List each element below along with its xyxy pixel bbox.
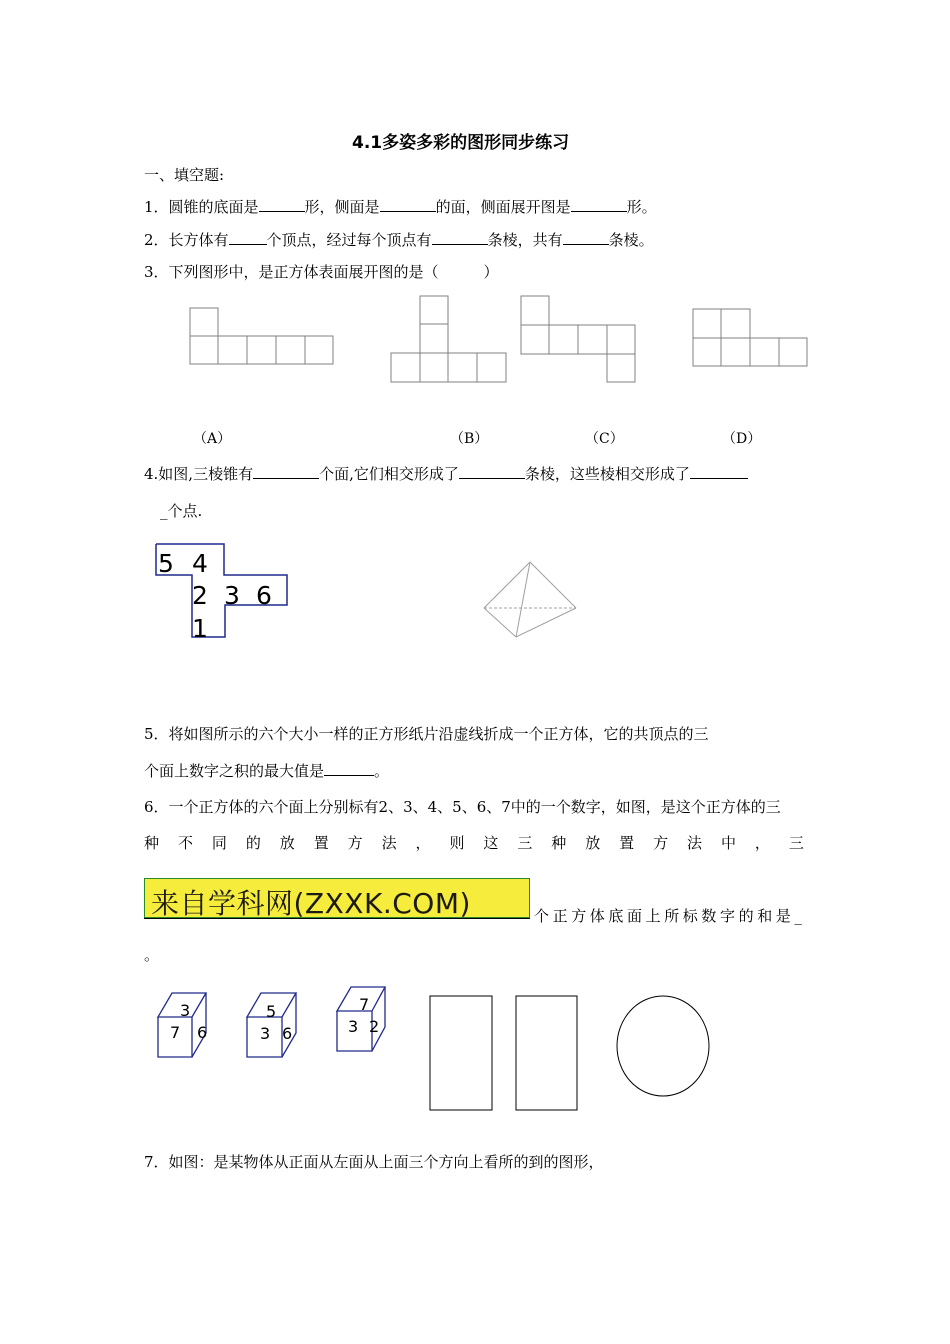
three-views-figure xyxy=(420,985,720,1115)
left-view-rectangle xyxy=(516,996,577,1110)
option-a-label: （A） xyxy=(193,431,232,447)
net-number: 2 xyxy=(192,581,208,610)
question-7: 7．如图：是某物体从正面从左面从上面三个方向上看所的到的图形， xyxy=(144,1153,604,1171)
front-view-rectangle xyxy=(430,996,492,1110)
question-1: 1．圆锥的底面是 形，侧面是 的面，侧面展开图是 形。 xyxy=(144,198,657,216)
cube-face-number: 2 xyxy=(369,1017,380,1036)
question-4-line-2: _个点. xyxy=(160,502,203,520)
question-4-line-1: 4.如图,三棱锥有 个面,它们相交形成了 条棱，这些棱相交形成了 xyxy=(144,463,748,484)
net-option-c xyxy=(521,296,635,382)
net-number: 3 xyxy=(224,581,240,610)
cube-face-number: 7 xyxy=(170,1023,181,1042)
question-6-line-2: 种 不 同 的 放 置 方 法 ， 则 这 三 种 放 置 方 法 中 ， 三 xyxy=(144,834,804,852)
question-3: 3．下列图形中，是正方体表面展开图的是（ ） xyxy=(144,263,499,281)
question-5-line-2: 个面上数字之积的最大值是 。 xyxy=(144,762,390,780)
option-b-label: （B） xyxy=(450,431,489,447)
question-5-line-1: 5．将如图所示的六个大小一样的正方形纸片沿虚线折成一个正方体，它的共顶点的三 xyxy=(144,725,709,743)
question-2: 2．长方体有 个顶点，经过每个顶点有 条棱，共有 条棱。 xyxy=(144,231,654,249)
watermark-text: 来自学科网(ZXXK.COM) xyxy=(151,887,471,920)
page-title: 4.1多姿多彩的图形同步练习 xyxy=(352,133,570,153)
cube-nets-figure xyxy=(0,0,950,420)
net-option-a xyxy=(190,308,333,364)
top-view-circle xyxy=(617,996,709,1096)
answer-blank[interactable] xyxy=(690,463,748,479)
cubes-figure xyxy=(150,982,400,1062)
watermark-banner xyxy=(144,878,530,918)
net-number: 4 xyxy=(192,549,208,578)
net-option-d xyxy=(693,309,807,366)
net-number: 6 xyxy=(256,581,272,610)
cube-face-number: 6 xyxy=(197,1023,208,1042)
option-d-label: （D） xyxy=(722,431,762,447)
net-number: 5 xyxy=(158,549,174,578)
numbered-net-figure xyxy=(150,535,300,645)
net-number: 1 xyxy=(192,614,208,643)
answer-blank[interactable] xyxy=(253,463,319,479)
answer-blank[interactable] xyxy=(324,760,374,776)
cube-face-number: 6 xyxy=(282,1024,293,1043)
question-6-line-3: 个正方体底面上所标数字的和是_ xyxy=(534,907,806,925)
cube-face-number: 3 xyxy=(180,1001,191,1020)
cube-face-number: 3 xyxy=(260,1024,271,1043)
cube-face-number: 5 xyxy=(266,1002,277,1021)
cube-face-number: 7 xyxy=(359,995,370,1014)
net-option-b xyxy=(391,296,506,382)
watermark-underline xyxy=(144,918,530,919)
option-c-label: （C） xyxy=(585,431,624,447)
cube-face-number: 3 xyxy=(348,1017,359,1036)
answer-blank[interactable] xyxy=(459,463,525,479)
question-6-line-1: 6．一个正方体的六个面上分别标有2、3、4、5、6、7中的一个数字，如图，是这个正方体的三 xyxy=(144,798,781,816)
section-heading: 一、填空题: xyxy=(144,166,225,184)
tetrahedron-figure xyxy=(480,558,580,643)
question-6-line-4: 。 xyxy=(144,946,160,964)
